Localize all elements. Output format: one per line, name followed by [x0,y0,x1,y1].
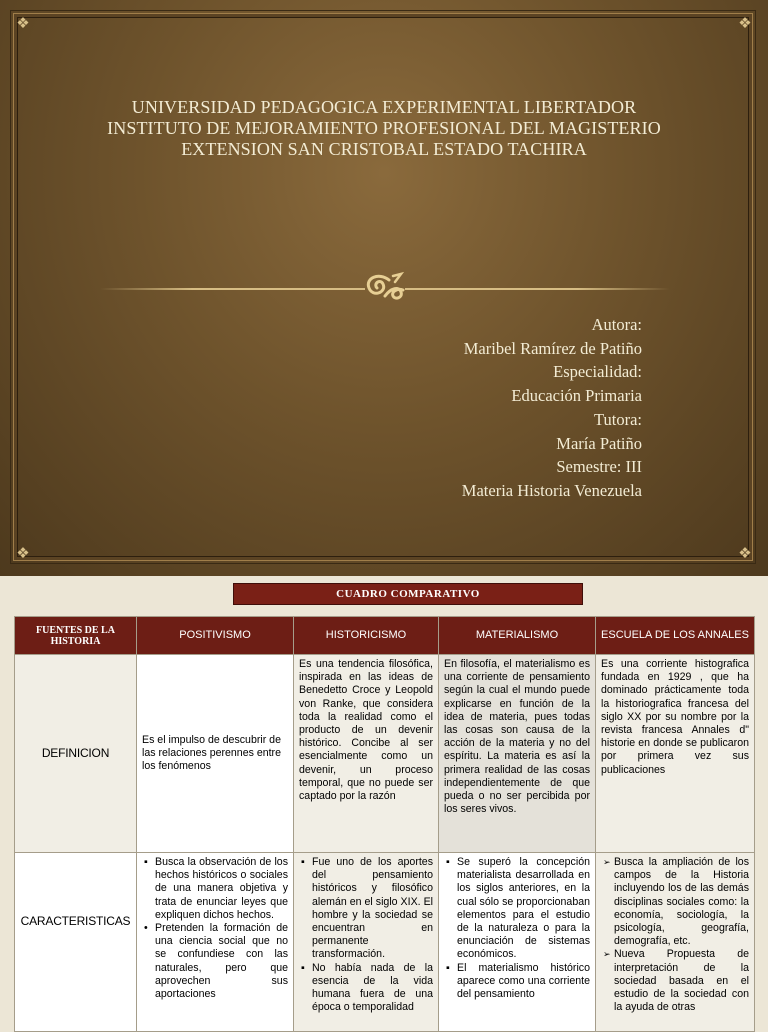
cell-text: Es una corriente histografica fundada en 1929 , que ha dominado prácticamente toda la historiografica francesa del siglo XX por su nombre por la revista francesa Annales d" historie en donde se publicaron por primera vez sus publicaciones [601,658,749,776]
title-line: UNIVERSIDAD PEDAGOGICA EXPERIMENTAL LIBERTADOR [131,97,637,117]
column-header: FUENTES DE LA HISTORIA [15,617,137,655]
list-item: ▪ No había nada de la esencia de la vida humana fuera de una época o temporalidad [312,962,433,1015]
tutor-name: María Patiño [556,433,642,453]
row-label: DEFINICION [15,655,137,853]
corner-ornament-icon: ❖ [16,14,30,32]
cell-text: Es una tendencia filosófica, inspirada en las ideas de Benedetto Croce y Leopold von Ranke, que considera toda la realidad como el producto de un devenir histórico. Concibe al ser esencialmente como un devenir, un proceso temporal, que no puede ser captado por la razón [299,658,433,803]
list-item: ➢ Nueva Propuesta de interpretación de la sociedad basada en el estudio de la sociedad con la ayuda de otras [614,948,749,1014]
corner-ornament-icon: ❖ [738,14,752,32]
table-cell [137,853,294,1032]
row-label: CARACTERISTICAS [15,853,137,1032]
list-item: • Pretenden la formación de una ciencia social que no se confundiese con las naturales, pero que aprovechen sus aportaciones [155,922,288,1001]
title-line: INSTITUTO DE MEJORAMIENTO PROFESIONAL DEL MAGISTERIO [107,118,661,138]
table-cell [294,853,439,1032]
institution-title [60,97,708,160]
author-name: Maribel Ramírez de Patiño [463,338,642,358]
column-header: ESCUELA DE LOS ANNALES [596,617,755,655]
table-cell [596,853,755,1032]
flourish-ornament-icon [355,266,415,310]
corner-ornament-icon: ❖ [16,544,30,562]
cell-text: Es el impulso de descubrir de las relaciones perennes entre los fenómenos [142,733,281,773]
list-item: ▪ Se superó la concepción materialista desarrollada en los siglos anteriores, en la cual sólo se proporcionaban elementos para el estudio de la naturaleza o para la enunciación de sistemas económicos. [457,856,590,962]
list-item: ▪ Busca la observación de los hechos históricos o sociales de una manera objetiva y trata de enunciar leyes que expliquen dichos hechos. [155,856,288,922]
tutor-label: Tutora: [594,409,642,429]
table-cell [137,655,294,853]
table-heading: CUADRO COMPARATIVO [233,583,583,605]
list-item: ▪ El materialismo histórico aparece como una corriente del pensamiento [457,962,590,1002]
specialty-label: Especialidad: [553,362,642,382]
title-line: EXTENSION SAN CRISTOBAL ESTADO TACHIRA [181,139,587,159]
column-header: HISTORICISMO [294,617,439,655]
list-item: ▪ Fue uno de los aportes del pensamiento históricos y filosófico alemán en el siglo XIX. El hombre y la sociedad se encuentran en permanente transformación. [312,856,433,962]
table-cell [439,655,596,853]
subject: Materia Historia Venezuela [461,480,642,500]
table-row [15,853,755,1032]
comparison-table [14,616,755,1032]
column-header: MATERIALISMO [439,617,596,655]
ornament-divider-left [100,288,365,290]
table-row [15,655,755,853]
table-cell [294,655,439,853]
author-info [462,313,642,503]
corner-ornament-icon: ❖ [738,544,752,562]
author-label: Autora: [591,315,642,334]
cell-text: En filosofía, el materialismo es una corriente de pensamiento según la cual el mundo puede explicarse en función de la idea de materia, pues todas las cosas son causa de la acción de la materia y no del espíritu. La materia es así la primera realidad de las cosas independientemente de que pueda o no ser percibida por los seres vivos. [444,658,590,816]
column-header: POSITIVISMO [137,617,294,655]
table-cell [596,655,755,853]
ornament-divider-right [405,288,670,290]
list-item: ➢ Busca la ampliación de los campos de la Historia incluyendo los de las demás disciplinas sociales como: la economía, sociología, la psicología, geografía, demografía, etc. [614,856,749,948]
semester: Semestre: III [556,457,642,477]
table-header-row [15,617,755,655]
specialty-value: Educación Primaria [511,386,642,406]
table-cell [439,853,596,1032]
